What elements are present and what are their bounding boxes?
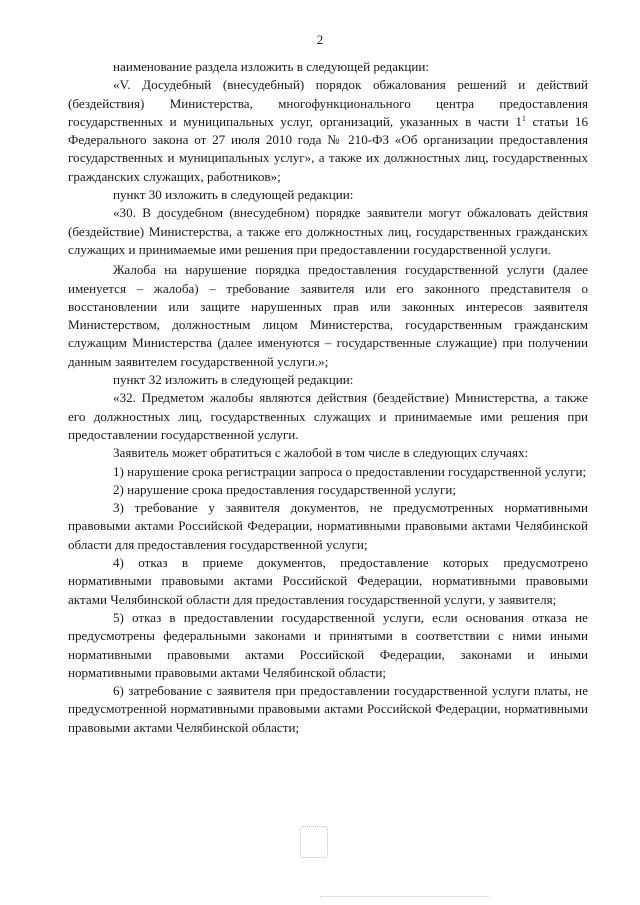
faint-stamp-mark — [300, 826, 328, 858]
footnote-superscript: 1 — [521, 113, 526, 123]
paragraph-item30-intro: пункт 30 изложить в следующей редакции: — [113, 187, 354, 203]
paragraph-section-title — [68, 76, 588, 186]
paragraph-item30: «30. В досудебном (внесудебном) порядке заявители могут обжаловать действия (бездействие) Министерства, а также его должностных лиц, государственных гражданских служащих и принимаемые ими решения при предоставлении государственной услуги. — [68, 205, 588, 257]
paragraph-item32: «32. Предметом жалобы являются действия (бездействие) Министерства, а также его должностных лиц, государственных служащих и принимаемые ими решения при предоставлении государственной услуги. — [68, 390, 588, 442]
scan-edge-mark — [320, 896, 490, 898]
list-item-1: 1) нарушение срока регистрации запроса о предоставлении государственной услуги; — [113, 463, 587, 479]
section-title-text: «V. Досудебный (внесудебный) порядок обжалования решений и действий (бездействия) Министерства, многофункционального центра предоставления государственных и муниципальных услуг, организаций, указанных в части 1 — [68, 77, 588, 129]
list-item-4: 4) отказ в приеме документов, предоставление которых предусмотрено нормативными правовыми актами Российской Федерации, нормативными правовыми актами Челябинской области для предоставления государственной услуги, у заявителя; — [68, 555, 588, 607]
document-body — [68, 58, 588, 737]
section-title-tail: статьи 16 Федерального закона от 27 июля 2010 года № 210-ФЗ «Об организации предоставления государственных и муниципальных услуг», а также их должностных лиц, государственных гражданских служащих, работников»; — [68, 113, 588, 184]
list-item-2: 2) нарушение срока предоставления государственной услуги; — [113, 481, 457, 497]
paragraph-item32-intro: пункт 32 изложить в следующей редакции: — [113, 372, 354, 388]
list-item-6: 6) затребование с заявителя при предоставлении государственной услуги платы, не предусмотренной нормативными правовыми актами Российской Федерации, нормативными правовыми актами Челябинской области; — [68, 683, 588, 735]
list-item-3: 3) требование у заявителя документов, не предусмотренных нормативными правовыми актами Российской Федерации, нормативными правовыми актами Челябинской области для предоставления государственной услуги; — [68, 500, 588, 552]
paragraph-cases-intro: Заявитель может обратиться с жалобой в том числе в следующих случаях: — [113, 445, 529, 461]
paragraph-section-intro: наименование раздела изложить в следующей редакции: — [113, 59, 430, 74]
paragraph-complaint-definition: Жалоба на нарушение порядка предоставления государственной услуги (далее именуется – жалоба) – требование заявителя или его законного представителя о восстановлении или защите нарушенных прав или законных интересов заявителя Министерством, должностным лицом Министерства, государственным гражданским служащим Министерства (далее именуются – государственные служащие) при получении данным заявителем государственной услуги.»; — [68, 262, 588, 369]
page-number: 2 — [316, 32, 324, 47]
list-item-5: 5) отказ в предоставлении государственной услуги, если основания отказа не предусмотрены федеральными законами и принятыми в соответствии с ними иными нормативными правовыми актами Российской Федерации, законами и иными нормативными правовыми актами Челябинской области; — [68, 609, 588, 680]
